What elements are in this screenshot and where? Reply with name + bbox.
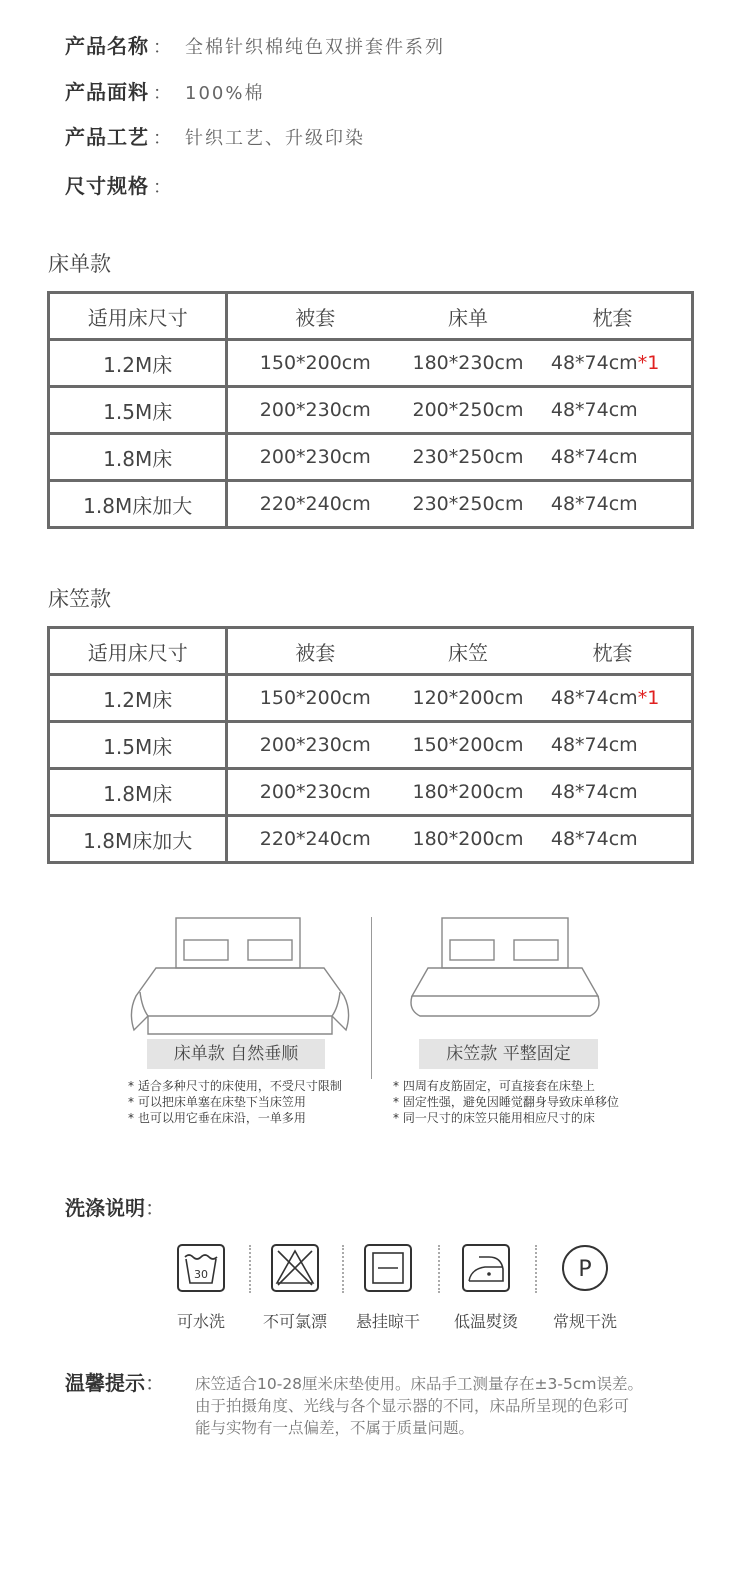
- spec-value: 针织工艺、升级印染: [185, 128, 365, 149]
- flat-sheet-table: [47, 291, 694, 529]
- wash-label: 悬挂晾干: [355, 1312, 420, 1331]
- dry-clean-p-icon: [560, 1243, 610, 1293]
- pillow-cell: 48*74cm: [550, 734, 638, 756]
- header-cell: 床笠: [448, 640, 488, 665]
- table-row: [49, 387, 693, 434]
- spec-label: 产品面料: [65, 80, 149, 104]
- duvet-cell: 200*230cm: [259, 446, 371, 468]
- fitted-sheet-notes: [393, 1078, 619, 1126]
- spec-row-size: [65, 170, 185, 199]
- wash-item: [451, 1243, 521, 1332]
- sheet-cell: 180*230cm: [412, 352, 524, 374]
- spec-row-fabric: [65, 76, 264, 105]
- spec-colon: ：: [153, 128, 171, 149]
- wash-temp-label: 30: [194, 1268, 208, 1281]
- pillow-size: 48*74cm: [550, 352, 638, 374]
- pillow-cell: 48*74cm: [550, 493, 638, 515]
- spec-value: 100%棉: [185, 83, 265, 104]
- spec-label: 产品名称: [65, 34, 149, 58]
- wash-label: 可水洗: [176, 1312, 225, 1331]
- tips-text: [195, 1373, 725, 1439]
- tip-line: 由于拍摄角度、光线与各个显示器的不同，床品所呈现的色彩可: [195, 1397, 630, 1415]
- dry-clean-letter: P: [578, 1257, 592, 1282]
- size-cell: 1.8M床加大: [49, 481, 227, 528]
- duvet-cell: 200*230cm: [259, 781, 371, 803]
- flat-sheet-caption: 床单款 自然垂顺: [147, 1039, 325, 1069]
- quantity-mark: *1: [637, 352, 660, 374]
- table-row: [49, 434, 693, 481]
- spec-colon: ：: [153, 83, 171, 104]
- table-row: [49, 481, 693, 528]
- spec-colon: ：: [153, 37, 171, 58]
- table-row: [49, 722, 693, 769]
- tip-line: 能与实物有一点偏差，不属于质量问题。: [195, 1419, 475, 1437]
- wash-separator: [249, 1245, 251, 1293]
- flat-sheet-title: 床单款: [48, 252, 111, 276]
- size-cell: 1.8M床: [49, 434, 227, 481]
- tip-line: 床笠适合10-28厘米床垫使用。床品手工测量存在±3-5cm误差。: [195, 1375, 643, 1393]
- wash-separator: [438, 1245, 440, 1293]
- header-cell: 被套: [295, 640, 336, 665]
- wash-item: [353, 1243, 423, 1332]
- pillow-cell: 48*74cm: [550, 828, 638, 850]
- wash-item: [260, 1243, 330, 1332]
- spec-colon: ：: [153, 177, 171, 198]
- spec-value: 全棉针织棉纯色双拼套件系列: [185, 37, 445, 58]
- tips-title: 温馨提示：: [65, 1371, 165, 1395]
- table-row: [49, 816, 693, 863]
- size-cell: 1.5M床: [49, 387, 227, 434]
- size-cell: 1.8M床: [49, 769, 227, 816]
- duvet-cell: 200*230cm: [259, 399, 371, 421]
- header-cell: 被套: [295, 305, 336, 330]
- pillow-cell: [534, 340, 693, 387]
- spec-label: 产品工艺: [65, 125, 149, 149]
- wash-title: 洗涤说明：: [65, 1196, 165, 1220]
- note-line: * 可以把床单塞在床垫下当床笠用: [128, 1095, 306, 1109]
- note-line: * 适合多种尺寸的床使用，不受尺寸限制: [128, 1079, 342, 1093]
- no-bleach-icon: [270, 1243, 320, 1293]
- duvet-cell: 220*240cm: [259, 828, 371, 850]
- wash-label: 不可氯漂: [262, 1312, 327, 1331]
- low-iron-icon: [461, 1243, 511, 1293]
- compare-divider: [371, 917, 372, 1079]
- wash-separator: [535, 1245, 537, 1293]
- table-header-row: [49, 628, 693, 675]
- spec-row-craft: [65, 121, 365, 150]
- wash-30-icon: [176, 1243, 226, 1293]
- header-cell: 适用床尺寸: [49, 628, 227, 675]
- fitted-sheet-table: [47, 626, 694, 864]
- duvet-cell: 150*200cm: [259, 687, 371, 709]
- table-row: [49, 769, 693, 816]
- header-cell: 枕套: [592, 640, 633, 665]
- note-line: * 四周有皮筋固定，可直接套在床垫上: [393, 1079, 595, 1093]
- header-cell: 适用床尺寸: [49, 293, 227, 340]
- pillow-cell: 48*74cm: [550, 399, 638, 421]
- pillow-size: 48*74cm: [550, 687, 638, 709]
- fitted-sheet-bed-illustration: [400, 912, 610, 1022]
- quantity-mark: *1: [637, 687, 660, 709]
- flat-sheet-notes: [128, 1078, 342, 1126]
- sheet-cell: 230*250cm: [412, 493, 524, 515]
- duvet-cell: 200*230cm: [259, 734, 371, 756]
- sheet-cell: 150*200cm: [412, 734, 524, 756]
- flat-sheet-bed-illustration: [120, 912, 360, 1037]
- note-line: * 同一尺寸的床笠只能用相应尺寸的床: [393, 1111, 595, 1125]
- size-cell: 1.5M床: [49, 722, 227, 769]
- spec-label: 尺寸规格: [65, 174, 149, 198]
- size-cell: 1.8M床加大: [49, 816, 227, 863]
- note-line: * 固定性强，避免因睡觉翻身导致床单移位: [393, 1095, 619, 1109]
- wash-separator: [342, 1245, 344, 1293]
- note-line: * 也可以用它垂在床沿，一单多用: [128, 1111, 306, 1125]
- hang-dry-icon: [363, 1243, 413, 1293]
- size-cell: 1.2M床: [49, 675, 227, 722]
- sheet-cell: 120*200cm: [412, 687, 524, 709]
- pillow-cell: [534, 675, 693, 722]
- duvet-cell: 150*200cm: [259, 352, 371, 374]
- sheet-cell: 180*200cm: [412, 828, 524, 850]
- fitted-sheet-title: 床笠款: [48, 587, 111, 611]
- table-header-row: [49, 293, 693, 340]
- table-row: [49, 340, 693, 387]
- sheet-cell: 200*250cm: [412, 399, 524, 421]
- pillow-cell: 48*74cm: [550, 446, 638, 468]
- table-row: [49, 675, 693, 722]
- wash-label: 常规干洗: [552, 1312, 617, 1331]
- size-cell: 1.2M床: [49, 340, 227, 387]
- pillow-cell: 48*74cm: [550, 781, 638, 803]
- sheet-cell: 230*250cm: [412, 446, 524, 468]
- duvet-cell: 220*240cm: [259, 493, 371, 515]
- header-cell: 枕套: [592, 305, 633, 330]
- wash-label: 低温熨烫: [453, 1312, 518, 1331]
- sheet-cell: 180*200cm: [412, 781, 524, 803]
- header-cell: 床单: [448, 305, 488, 330]
- fitted-sheet-caption: 床笠款 平整固定: [419, 1039, 598, 1069]
- wash-item: [550, 1243, 620, 1332]
- wash-item: [166, 1243, 236, 1332]
- spec-row-name: [65, 30, 445, 59]
